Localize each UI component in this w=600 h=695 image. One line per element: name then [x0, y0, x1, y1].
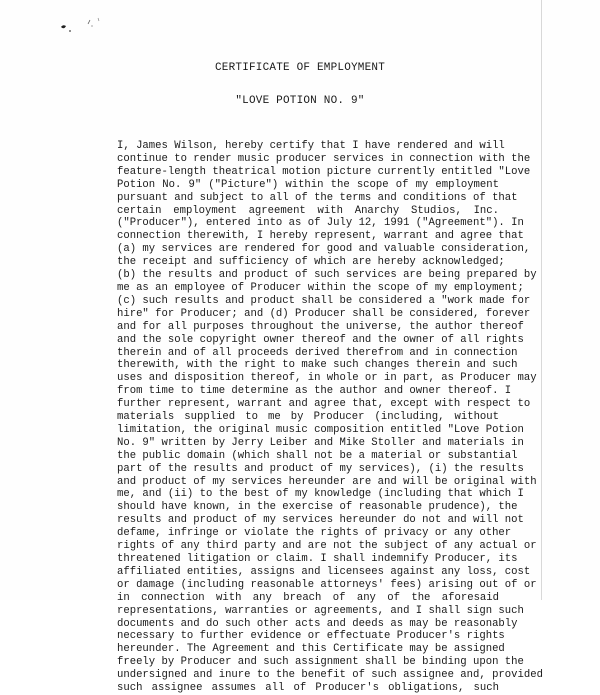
body-line: ("Producer"), entered into as of July 12, 1991 ("Agreement"). In — [117, 217, 524, 230]
body-line: undersigned and inure to the benefit of such assignee and, provided — [117, 669, 543, 682]
certificate-body — [117, 140, 543, 695]
body-line: hire" for Producer; and (d) Producer shall be considered, forever — [117, 307, 531, 320]
body-line: such assignee assumes all of Producer's obligations, such — [117, 682, 499, 695]
body-line: and for all purposes throughout the universe, the author thereof — [117, 320, 524, 333]
body-line: Potion No. 9" ("Picture") within the scope of my employment — [117, 178, 499, 191]
body-line: and product of my services hereunder are and will be original with — [117, 475, 537, 488]
body-line: the public domain (which shall not be a material or substantial — [117, 449, 518, 462]
document-subtitle: "LOVE POTION NO. 9" — [235, 95, 365, 107]
body-line: or damage (including reasonable attorneys' fees) arising out of or — [117, 578, 537, 591]
body-line: should have known, in the exercise of reasonable prudence), the — [117, 501, 518, 514]
body-line: certain employment agreement with Anarchy Studios, Inc. — [117, 204, 499, 217]
stray-ink-marks — [58, 14, 118, 40]
body-line: therewith, with the right to make such changes therein and such — [117, 359, 518, 372]
body-line: pursuant and subject to all of the terms and conditions of that — [117, 191, 518, 204]
body-line: affiliated entities, assigns and licensees against any loss, cost — [117, 565, 531, 578]
body-line: in connection with any breach of any of the aforesaid — [117, 591, 499, 604]
body-line: continue to render music producer services in connection with the — [117, 152, 531, 165]
body-line: defame, infringe or violate the rights of privacy or any other — [117, 527, 512, 540]
body-line: (a) my services are rendered for good and valuable consideration, — [117, 243, 531, 256]
document-title: CERTIFICATE OF EMPLOYMENT — [214, 62, 386, 74]
body-line: (b) the results and product of such services are being prepared by — [117, 269, 537, 282]
body-line: part of the results and product of my services), (i) the results — [117, 462, 524, 475]
body-line: me, and (ii) to the best of my knowledge (including that which I — [117, 488, 524, 501]
body-line: uses and disposition thereof, in whole or in part, as Producer may — [117, 372, 537, 385]
body-line: I, James Wilson, hereby certify that I have rendered and will — [117, 140, 505, 152]
body-line: No. 9" written by Jerry Leiber and Mike Stoller and materials in — [117, 436, 524, 449]
body-line: therein and of all proceeds derived therefrom and in connection — [117, 346, 518, 359]
body-line: further represent, warrant and agree that, except with respect to — [117, 398, 531, 411]
body-line: rights of any third party and are not the subject of any actual or — [117, 540, 537, 553]
body-line: the receipt and sufficiency of which are hereby acknowledged; — [117, 256, 505, 269]
body-line: feature-length theatrical motion picture currently entitled "Love — [117, 165, 531, 178]
body-line: and the sole copyright owner thereof and the owner of all rights — [117, 333, 524, 346]
body-line: connection therewith, I hereby represent, warrant and agree that — [117, 230, 524, 243]
body-line: from time to time determine as the author and owner thereof. I — [117, 385, 512, 398]
body-line: me as an employee of Producer within the scope of my employment; — [117, 281, 524, 294]
body-line: (c) such results and product shall be considered a "work made for — [117, 294, 531, 307]
body-line: limitation, the original music composition entitled "Love Potion — [117, 423, 524, 436]
body-line: threatened litigation or claim. I shall indemnify Producer, its — [117, 553, 518, 565]
paper-edge — [541, 0, 542, 600]
body-line: hereunder. The Agreement and this Certificate may be assigned — [117, 643, 505, 656]
body-line: results and product of my services hereunder do not and will not — [117, 514, 524, 527]
body-line: documents and do such other acts and deeds as may be reasonably — [117, 617, 518, 630]
body-line: necessary to further evidence or effectuate Producer's rights — [117, 630, 505, 643]
body-line: representations, warranties or agreements, and I shall sign such — [117, 604, 524, 617]
body-line: freely by Producer and such assignment shall be binding upon the — [117, 656, 524, 669]
body-line: materials supplied to me by Producer (including, without — [117, 411, 499, 424]
